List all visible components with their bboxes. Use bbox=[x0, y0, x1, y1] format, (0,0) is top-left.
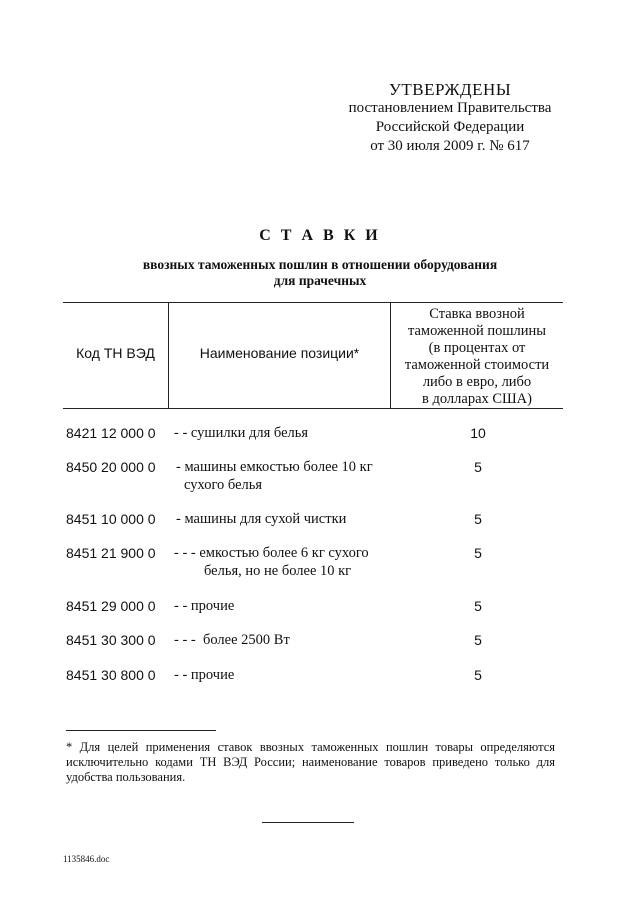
header-rate-line: (в процентах от bbox=[428, 340, 526, 356]
page-title: С Т А В К И bbox=[259, 227, 381, 244]
subtitle-line: ввозных таможенных пошлин в отношении оборудования bbox=[142, 257, 498, 272]
item-name: - - прочие bbox=[174, 598, 235, 614]
item-name: - - - емкостью более 6 кг сухого bbox=[174, 545, 369, 561]
end-divider bbox=[262, 822, 354, 823]
approval-block bbox=[330, 80, 570, 156]
hs-code: 8451 30 300 0 bbox=[66, 632, 156, 648]
header-rate bbox=[391, 306, 563, 408]
header-rate-line: либо в евро, либо bbox=[422, 374, 532, 390]
duty-rate: 5 bbox=[474, 459, 482, 475]
footnote: * Для целей применения ставок ввозных таможенных пошлин товары определяются исключительно кодами ТН ВЭД России; наименование товаров приведено только для удобства пользования. bbox=[66, 740, 555, 784]
header-rate-line: таможенной пошлины bbox=[407, 323, 547, 339]
hs-code: 8451 10 000 0 bbox=[66, 511, 156, 527]
approval-line: Российской Федерации bbox=[375, 119, 525, 135]
table-top-rule bbox=[63, 302, 563, 303]
duty-rate: 5 bbox=[474, 598, 482, 614]
header-rate-line: таможенной стоимости bbox=[404, 357, 550, 373]
header-rate-line: Ставка ввозной bbox=[429, 306, 525, 322]
header-name: Наименование позиции* bbox=[199, 345, 360, 361]
hs-code: 8421 12 000 0 bbox=[66, 425, 156, 441]
subtitle-line: для прачечных bbox=[273, 273, 367, 288]
hs-code: 8451 21 900 0 bbox=[66, 545, 156, 561]
item-name: - машины емкостью более 10 кг bbox=[176, 459, 373, 475]
duty-rate: 5 bbox=[474, 667, 482, 683]
header-rate-line: в долларах США) bbox=[422, 391, 532, 407]
footnote-divider bbox=[66, 730, 216, 731]
item-name-continued: сухого белья bbox=[184, 477, 263, 493]
item-name: - - - более 2500 Вт bbox=[174, 632, 290, 648]
duty-rate: 5 bbox=[474, 632, 482, 648]
page-subtitle bbox=[0, 257, 640, 289]
item-name-continued: белья, но не более 10 кг bbox=[204, 563, 352, 579]
duty-rate: 10 bbox=[470, 425, 486, 441]
approval-line: постановлением Правительства bbox=[348, 100, 552, 116]
item-name: - - прочие bbox=[174, 667, 235, 683]
table-header-rule bbox=[63, 408, 563, 409]
approval-heading: УТВЕРЖДЕНЫ bbox=[388, 80, 512, 99]
hs-code: 8451 29 000 0 bbox=[66, 598, 156, 614]
document-id: 1135846.doc bbox=[63, 854, 110, 864]
item-name: - - сушилки для белья bbox=[174, 425, 309, 441]
item-name: - машины для сухой чистки bbox=[176, 511, 347, 527]
hs-code: 8450 20 000 0 bbox=[66, 459, 156, 475]
duty-rate: 5 bbox=[474, 545, 482, 561]
duty-rate: 5 bbox=[474, 511, 482, 527]
approval-date-number: от 30 июля 2009 г. № 617 bbox=[370, 138, 530, 154]
header-code: Код ТН ВЭД bbox=[76, 345, 155, 361]
hs-code: 8451 30 800 0 bbox=[66, 667, 156, 683]
